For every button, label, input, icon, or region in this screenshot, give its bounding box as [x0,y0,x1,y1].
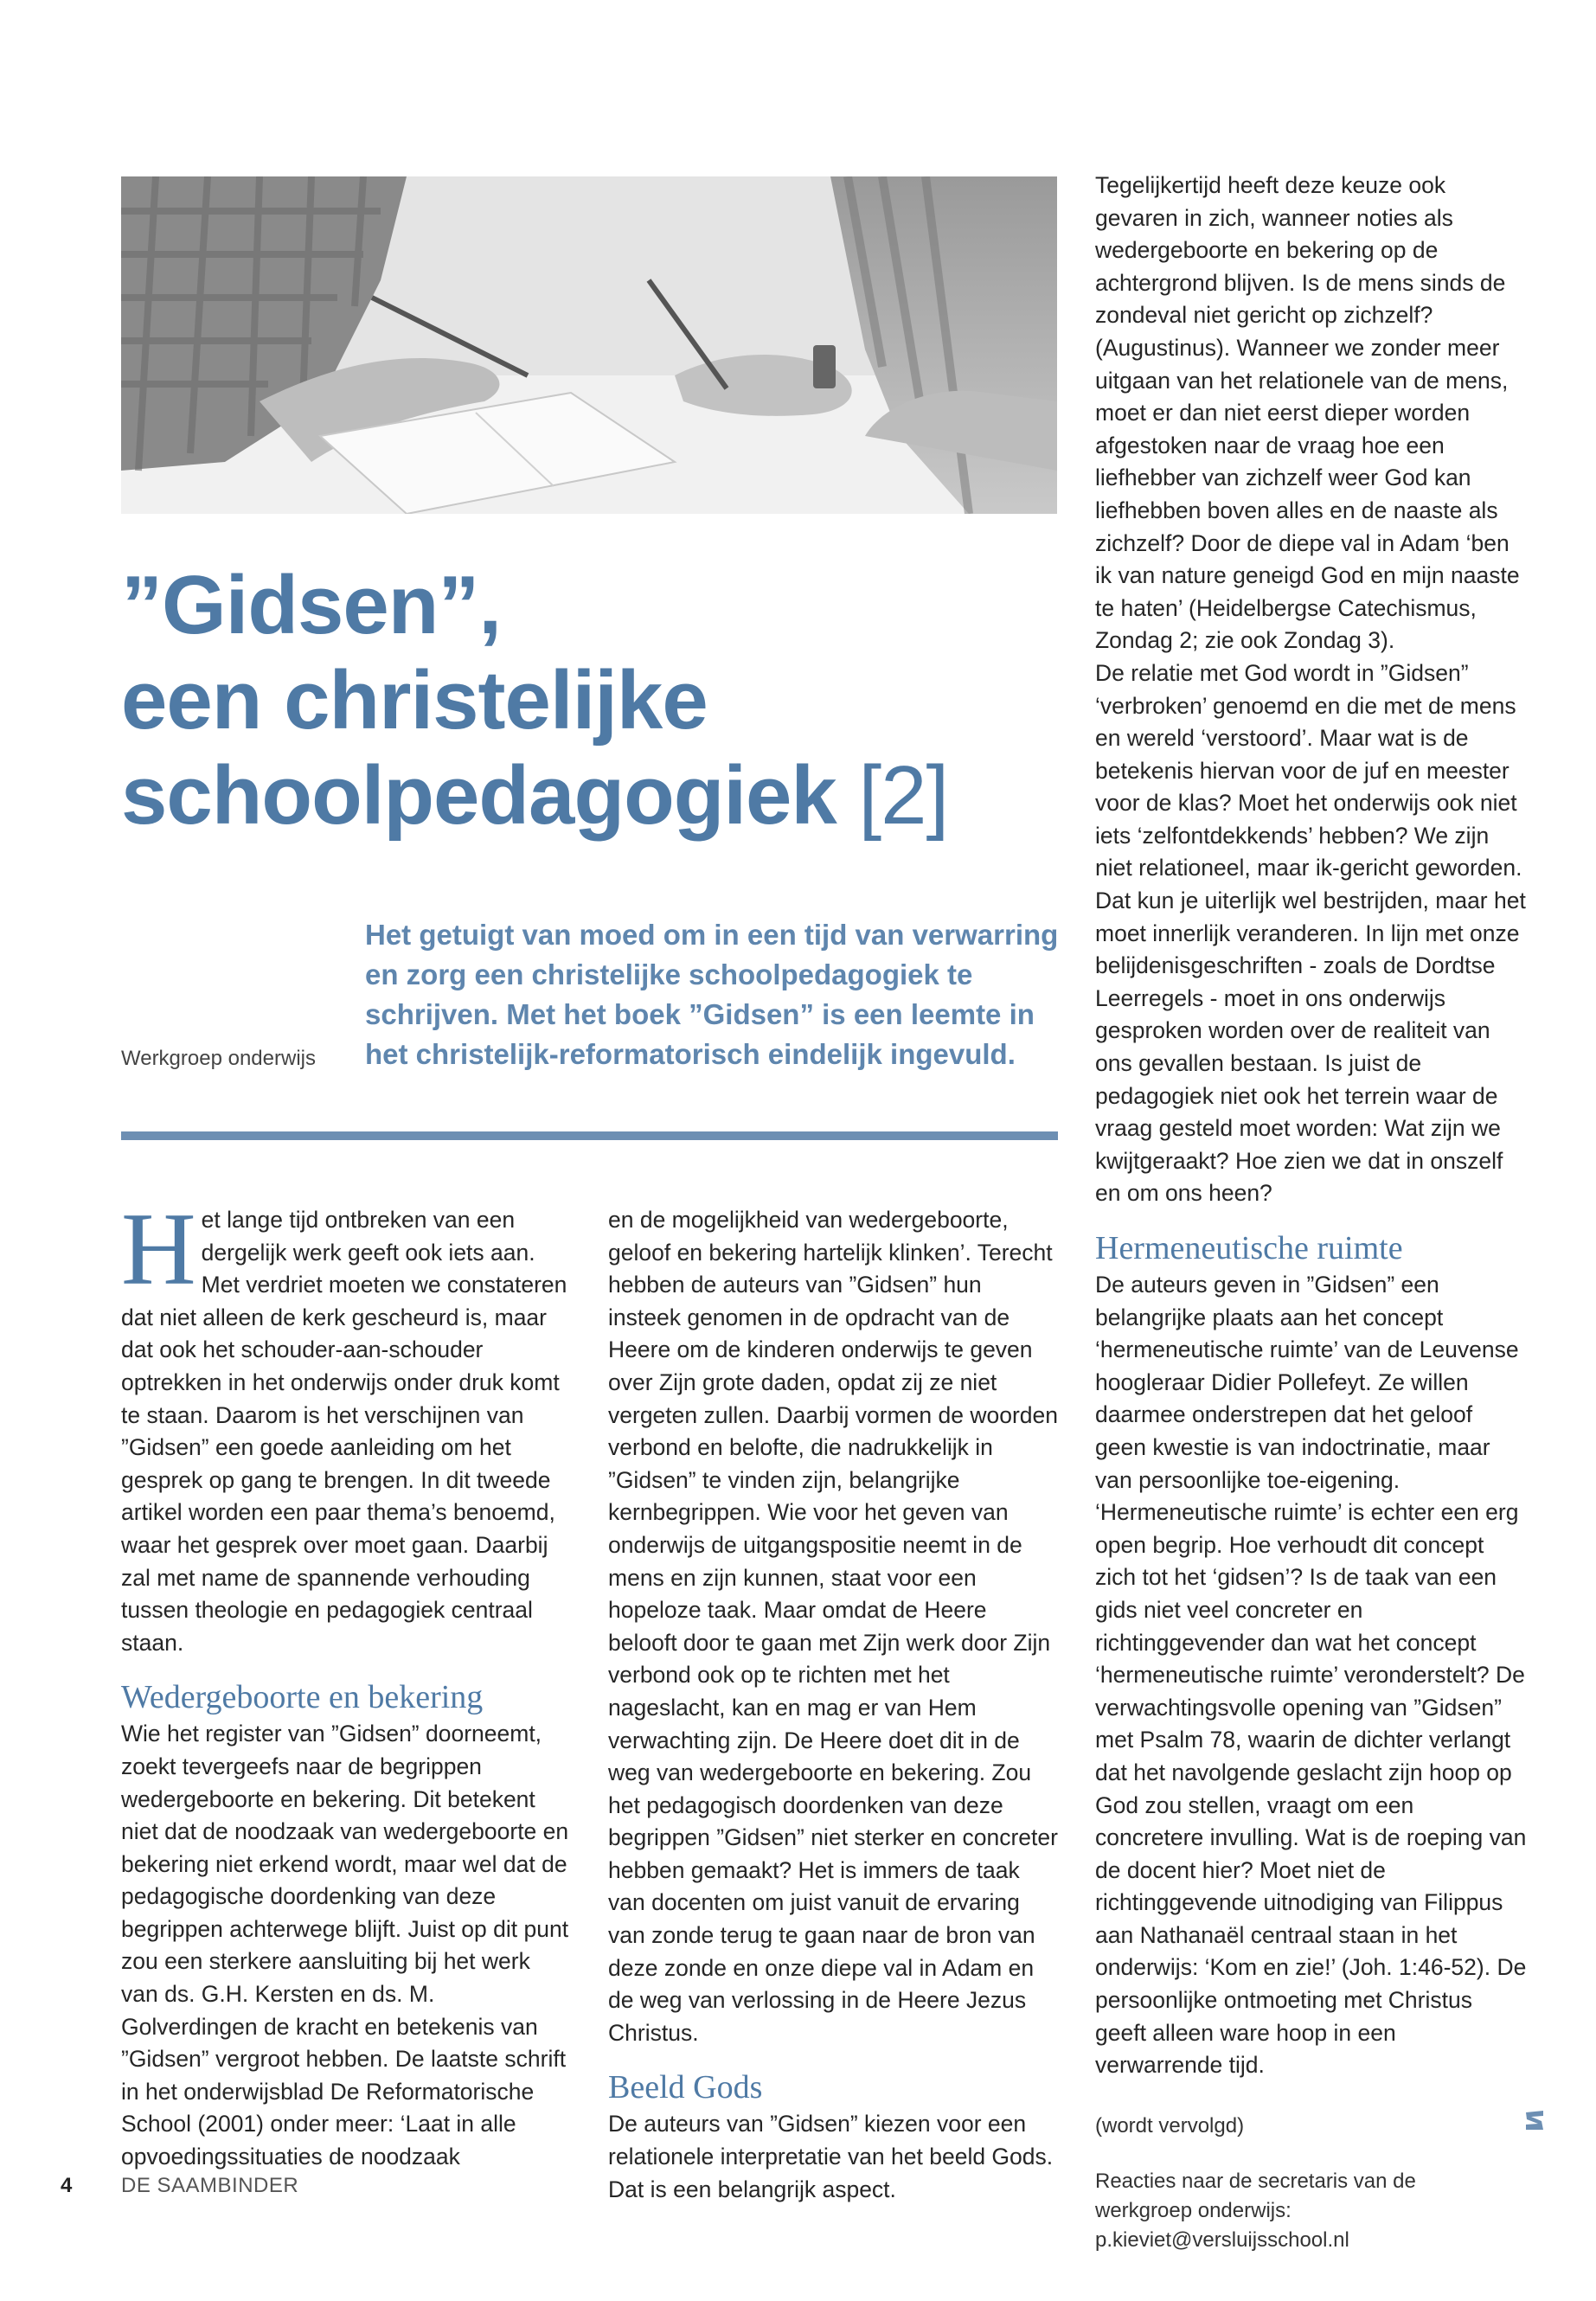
subheading-beeld-gods: Beeld Gods [608,2069,763,2106]
column-1 [121,1191,571,2174]
title-line-2: een christelijke [121,654,708,747]
paragraph-5: Tegelijkertijd heeft deze keuze ook gevaren in zich, wanneer noties als wedergeboorte en bekering op de achtergrond blijven. Is de mens sinds de zondeval niet gericht op zichzelf? (Augustinus). Wanneer we zonder meer uitgaan van het relationele van de mens, moet er dan niet eerst dieper worden afgestoken naar de vraag hoe een liefhebber van zichzelf weer God kan liefhebben boven alles en de naaste als zichzelf? Door de diepe val in Adam ‘ben ik van nature geneigd God en mijn naaste te haten’ (Heidelbergse Catechismus, Zondag 2; zie ook Zondag 3). [1095,172,1520,654]
column-2 [608,1204,1058,2206]
paragraph-1-text: et lange tijd ontbreken van een dergelijk werk geeft ook iets aan. Met verdriet moeten we constateren dat niet alleen de kerk gescheurd is, maar dat ook het schouder-aan-schouder optrekken in het onderwijs onder druk komt te staan. Daarom is het verschijnen van ”Gidsen” een goede aanleiding om het gesprek op gang te brengen. In dit tweede artikel worden een paar thema’s benoemd, waar het gesprek over moet gaan. Daarbij zal met name de spannende verhouding tussen theologie en pedagogiek centraal staan. [121,1207,567,1656]
article-photo [121,176,1057,514]
reacties-line-1: Reacties naar de secretaris van de [1095,2169,1416,2193]
magazine-name: DE SAAMBINDER [121,2174,299,2197]
paragraph-6: De relatie met God wordt in ”Gidsen” ‘verbroken’ genoemd en die met de mens en wereld ‘verstoord’. Maar wat is de betekenis hiervan voor de juf en meester voor de klas? Moet het onderwijs ook niet iets ‘zelfontdekkends’ hebben? We zijn niet relationeel, maar ik-gericht geworden. Dat kun je uiterlijk wel bestrijden, maar het moet innerlijk veranderen. In lijn met onze belijdenisgeschriften - zoals de Dordtse Leerregels - moet in ons onderwijs gesproken worden over de realiteit van ons gevallen bestaan. Is juist de pedagogiek niet ook het terrein waar de vraag gesteld moet worden: Wat zijn we kwijtgeraakt? Hoe zien we dat in onszelf en om ons heen? [1095,659,1526,1207]
paragraph-7: De auteurs geven in ”Gidsen” een belangrijke plaats aan het concept ‘hermeneutische ruimte’ van de Leuvense hoogleraar Didier Pollefeyt. Ze willen daarmee onderstrepen dat het geloof geen kwestie is van indoctrinatie, maar van persoonlijke toe-eigening. ‘Hermeneutische ruimte’ is echter een erg open begrip. Hoe verhoudt dit concept zich tot het ‘gidsen’? Is de taak van een gids niet veel concreter en richtinggevender dan wat het concept ‘hermeneutische ruimte’ veronderstelt? De verwachtingsvolle opening van ”Gidsen” met Psalm 78, waarin de dichter verlangt dat het navolgende geslacht zijn hoop op God zou stellen, vraagt om een concretere invulling. Wat is de roeping van de docent hier? Moet niet de richtinggevende uitnodiging van Filippus aan Nathanaël centraal staan in het onderwijs: ‘Kom en zie!’ (Joh. 1:46-52). De persoonlijke ontmoeting met Christus geeft alleen ware hoop in een verwarrende tijd. [1095,1272,1527,2079]
paragraph-1 [121,1191,571,1659]
title-line-3-text: schoolpedagogiek [121,749,836,842]
paragraph-2: Wie het register van ”Gidsen” doorneemt, zoekt tevergeefs naar de begrippen wedergeboorte en bekering. Dit betekent niet dat de noodzaak van wedergeboorte en bekering niet erkend wordt, maar wel dat de pedagogische doordenking van deze begrippen achterwege blijft. Juist op dit punt zou een sterkere aansluiting bij het werk van ds. G.H. Kersten en ds. M. Golverdingen de kracht en betekenis van ”Gidsen” vergroot hebben. De laatste schrift in het onderwijsblad De Reformatorische School (2001) onder meer: ‘Laat in alle opvoedingssituaties de noodzaak [121,1721,569,2170]
paragraph-4: De auteurs van ”Gidsen” kiezen voor een relationele interpretatie van het beeld Gods. Dat is een belangrijk aspect. [608,2111,1054,2202]
page-number: 4 [61,2174,73,2197]
title-line-3 [121,748,1073,843]
to-be-continued: (wordt vervolgd) [1095,2113,1245,2138]
subheading-wedergeboorte: Wedergeboorte en bekering [121,1679,484,1716]
title-part-number: [2] [858,749,949,842]
email-link[interactable]: p.kieviet@versluijsschool.nl [1095,2227,1349,2252]
drop-cap: H [121,1191,196,1306]
paragraph-3: en de mogelijkheid van wedergeboorte, geloof en bekering hartelijk klinken’. Terecht hebben de auteurs van ”Gidsen” hun insteek genomen in de opdracht van de Heere om de kinderen onderwijs te geven over Zijn grote daden, opdat zij ze niet vergeten zullen. Daarbij vormen de woorden verbond en belofte, die nadrukkelijk in ”Gidsen” te vinden zijn, belangrijke kernbegrippen. Wie voor het geven van onderwijs de uitgangspositie neemt in de mens en zijn kunnen, staat voor een hopeloze taak. Maar omdat de Heere belooft door te gaan met Zijn werk door Zijn verbond ook op te richten met het nageslacht, kan en mag er van Hem verwachting zijn. De Heere doet dit in de weg van wedergeboorte en bekering. Zou het pedagogisch doordenken van deze begrippen ”Gidsen” niet sterker en concreter hebben gemaakt? Het is immers de taak van docenten om juist vanuit de ervaring van zonde terug te gaan naar de bron van deze zonde en onze diepe val in Adam en de weg van verlossing in de Heere Jezus Christus. [608,1207,1058,2046]
byline: Werkgroep onderwijs [121,1047,316,1070]
column-3 [1095,170,1528,2255]
page-title [121,558,1073,843]
title-line-1: ”Gidsen”, [121,559,502,651]
divider-rule [121,1131,1058,1140]
subheading-hermeneutische-ruimte: Hermeneutische ruimte [1095,1230,1403,1266]
end-mark-icon [1524,2109,1545,2131]
intro-text: Het getuigt van moed om in een tijd van verwarring en zorg een christelijke schoolpedagogiek te schrijven. Met het boek ”Gidsen” is een leemte in het christelijk-reformatorisch eindelijk ingevuld. [365,919,1059,1070]
reacties-line-2: werkgroep onderwijs: [1095,2198,1292,2222]
photo-illustration [121,176,1057,514]
